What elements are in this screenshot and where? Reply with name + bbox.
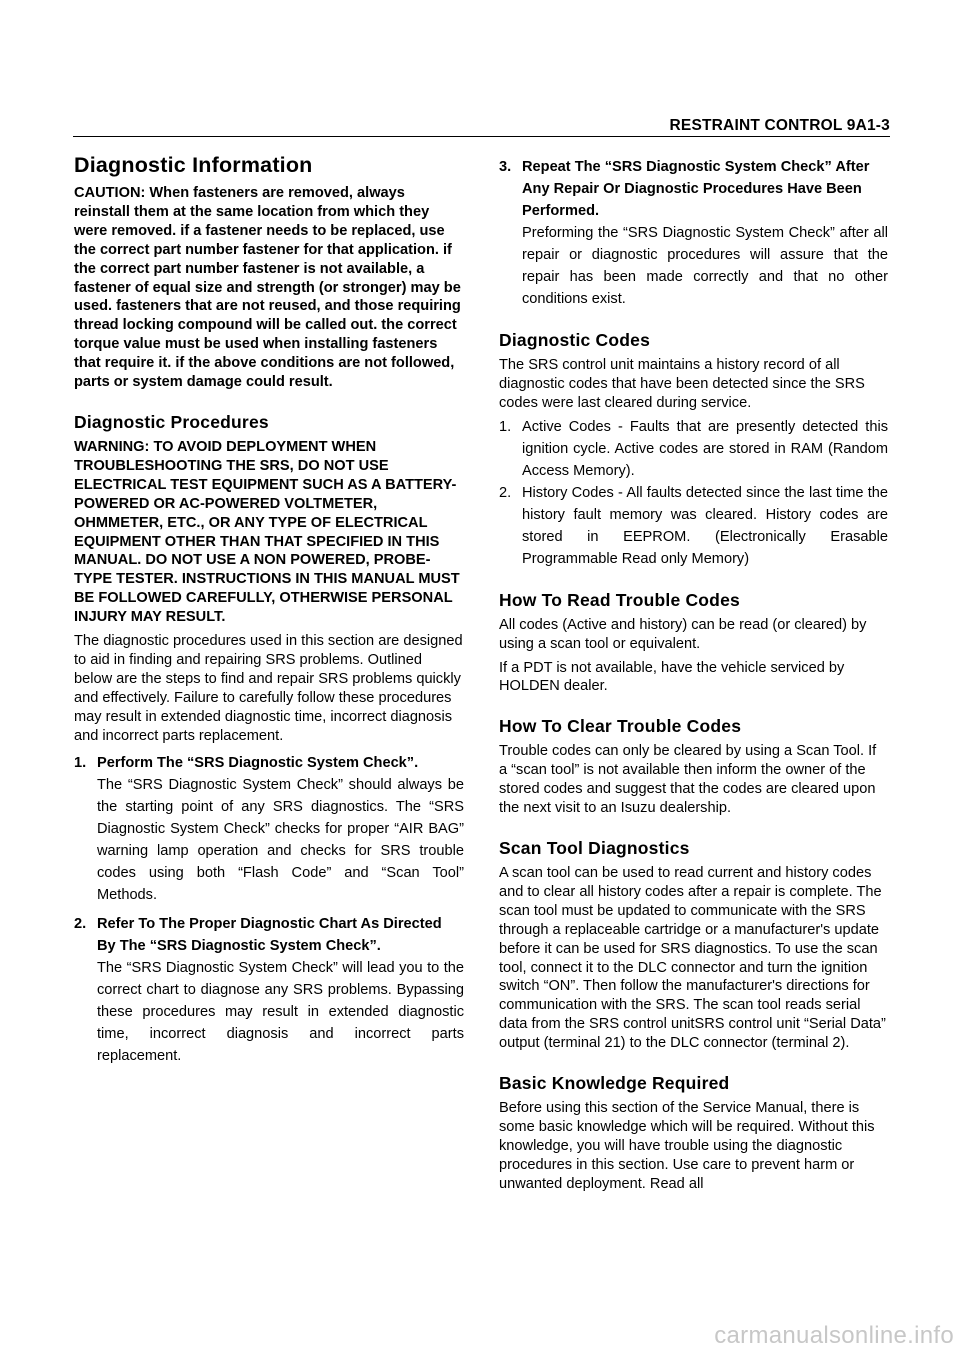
list-item [499, 482, 888, 570]
list-item [499, 416, 888, 482]
basic-knowledge-text: Before using this section of the Service Manual, there is some basic knowledge which will be required. Without this knowledge, you will have trouble using the diagnostic procedures in this section. Use care to prevent harm or unwanted deployment. Read all [499, 1100, 875, 1192]
step-number: 1. [74, 755, 87, 772]
read-codes-text-2: If a PDT is not available, have the vehicle serviced by HOLDEN dealer. [499, 659, 845, 695]
step-1 [74, 752, 464, 906]
step-number: 2. [74, 916, 87, 933]
page-header [73, 114, 890, 137]
read-codes-heading: How To Read Trouble Codes [499, 589, 740, 610]
step-2 [74, 913, 464, 1067]
step-body: The “SRS Diagnostic System Check” will lead you to the correct chart to diagnose any SRS problems. Bypassing these procedures may result in extended diagnostic time, incorrect diagnosis and incorrect parts replacement. [97, 960, 464, 1065]
list-number: 2. [499, 484, 512, 501]
list-body: History Codes - All faults detected since the last time the history fault memory was cleared. History codes are stored in EEPROM. (Electronically Erasable Programmable Read only Memory) [522, 484, 888, 567]
codes-intro: The SRS control unit maintains a history record of all diagnostic codes that have been detected since the SRS codes were last cleared during service. [499, 357, 865, 411]
basic-knowledge-heading: Basic Knowledge Required [499, 1073, 730, 1094]
caution-text: CAUTION: When fasteners are removed, always reinstall them at the same location from which they were removed. if a fastener needs to be replaced, use the correct part number fastener for that application. if the correct part number fastener is not available, a fastener of equal size and strength (or stronger) may be used. fasteners that are not reused, and those requiring thread locking compound will be called out. the correct torque value must be used when installing fasteners that require it. if the above conditions are not followed, parts or system damage could result. [74, 185, 461, 391]
read-codes-text: All codes (Active and history) can be read (or cleared) by using a scan tool or equivalent. [499, 616, 867, 652]
procedures-intro: The diagnostic procedures used in this section are designed to aid in finding and repairing SRS problems. Outlined below are the steps to find and repair SRS problems quickly and effectively. Failure to carefully follow these procedures may result in extended diagnostic time, incorrect diagnosis and incorrect parts replacement. [74, 633, 463, 744]
step-3 [499, 156, 888, 310]
section-title: Diagnostic Information [74, 153, 313, 177]
warning-text: WARNING: TO AVOID DEPLOYMENT WHEN TROUBLESHOOTING THE SRS, DO NOT USE ELECTRICAL TEST EQUIPMENT SUCH AS A BATTERY-POWERED OR AC-POWERED VOLTMETER, OHMMETER, ETC., OR ANY TYPE OF ELECTRICAL EQUIPMENT OTHER THAN THAT SPECIFIED IN THIS MANUAL. DO NOT USE A NON POWERED, PROBE-TYPE TESTER. INSTRUCTIONS IN THIS MANUAL MUST BE FOLLOWED CAREFULLY, OTHERWISE PERSONAL INJURY MAY RESULT. [74, 438, 460, 626]
scan-tool-heading: Scan Tool Diagnostics [499, 837, 690, 858]
step-body: The “SRS Diagnostic System Check” should always be the starting point of any SRS diagnostics. The “SRS Diagnostic System Check” checks for proper “AIR BAG” warning lamp operation and checks for SRS trouble codes using both “Flash Code” and “Scan Tool” Methods. [97, 777, 464, 904]
step-title: Repeat The “SRS Diagnostic System Check” After Any Repair Or Diagnostic Procedures Have Been Performed. [522, 159, 870, 219]
right-column [499, 150, 888, 1194]
step-title: Refer To The Proper Diagnostic Chart As Directed By The “SRS Diagnostic System Check”. [97, 916, 442, 955]
watermark: carmanualsonline.info [714, 1322, 954, 1349]
clear-codes-text: Trouble codes can only be cleared by using a Scan Tool. If a “scan tool” is not available then inform the owner of the stored codes and suggest that the codes are cleared upon the next visit to an Isuzu dealership. [499, 743, 877, 817]
procedures-heading: Diagnostic Procedures [74, 411, 269, 432]
step-body: Preforming the “SRS Diagnostic System Check” after all repair or diagnostic procedures will assure that the repair has been made correctly and that no other conditions exist. [522, 225, 888, 307]
left-column [74, 150, 464, 1067]
scan-tool-text: A scan tool can be used to read current and history codes and to clear all history codes after a repair is complete. The scan tool must be updated to communicate with the SRS through a replaceable cartridge or a manufacturer's update before it can be used for SRS diagnostics. To use the scan tool, connect it to the DLC connector and turn the ignition switch “ON”. Then follow the manufacturer's directions for communication with the SRS. The scan tool reads serial data from the SRS control unitSRS control unit “Serial Data” output (terminal 21) to the DLC connector (terminal 2). [499, 864, 886, 1052]
step-number: 3. [499, 159, 512, 175]
clear-codes-heading: How To Clear Trouble Codes [499, 716, 742, 737]
step-title: Perform The “SRS Diagnostic System Check”. [97, 755, 419, 772]
codes-heading: Diagnostic Codes [499, 330, 651, 350]
list-body: Active Codes - Faults that are presently detected this ignition cycle. Active codes are stored in RAM (Random Access Memory). [522, 418, 888, 479]
list-number: 1. [499, 418, 512, 435]
header-title: RESTRAINT CONTROL 9A1-3 [669, 117, 890, 134]
